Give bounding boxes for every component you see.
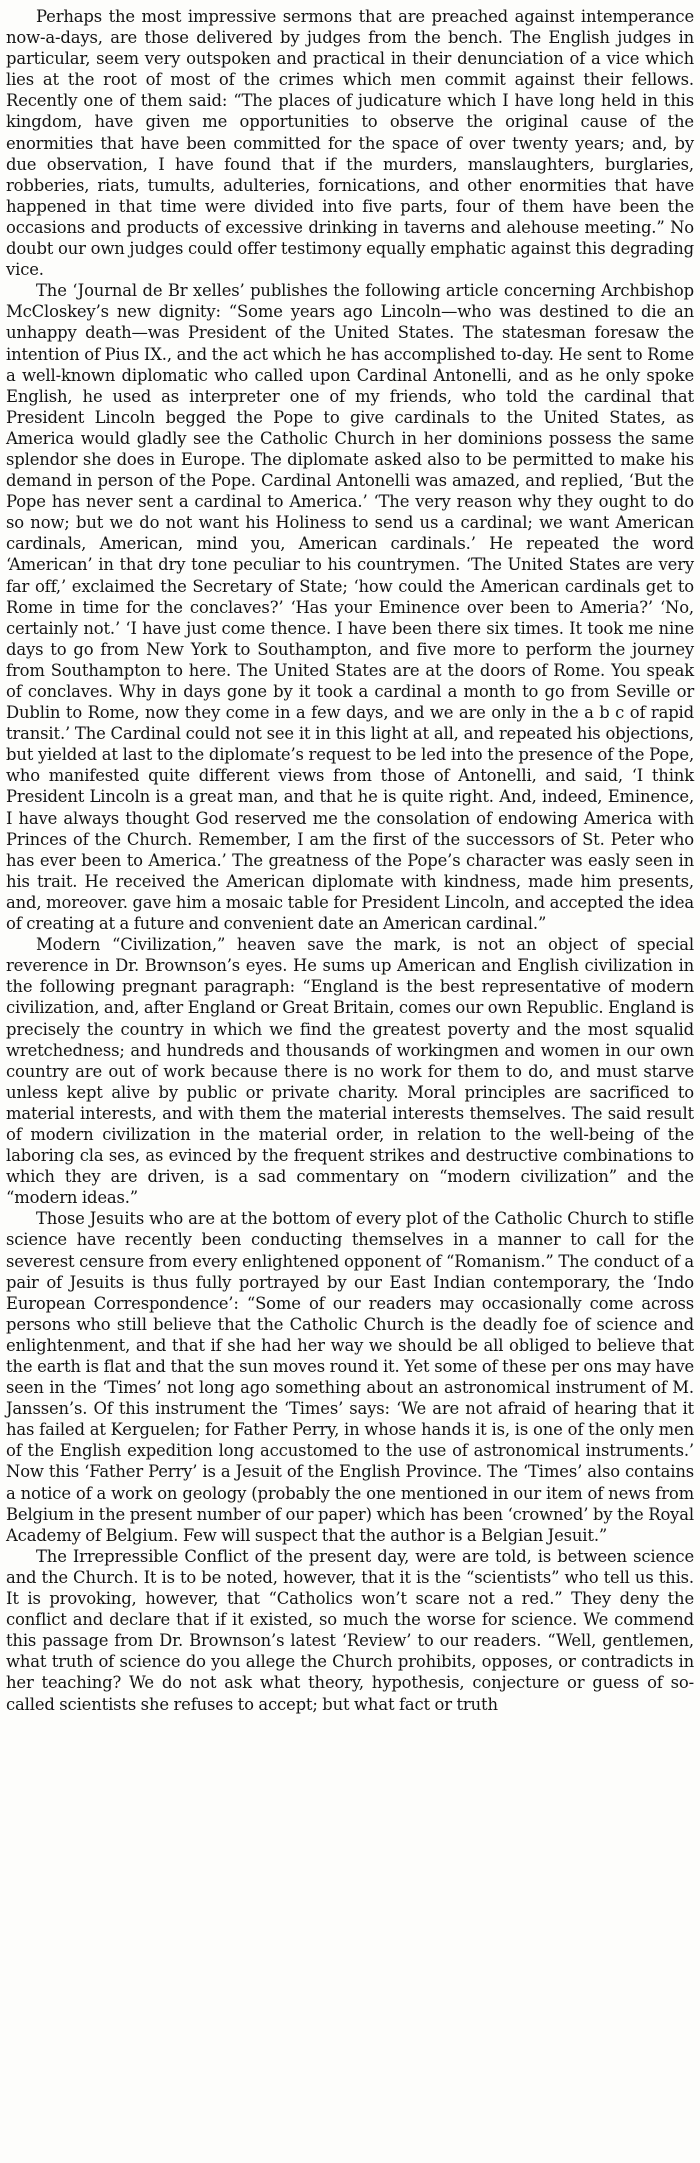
paragraph-jesuits-science: Those Jesuits who are at the bottom of every plot of the Catholic Church to stifle science have recently been conducting themselves in a manner to call for the severest censure from every enlightened opponent of “Romanism.” The conduct of a pair of Jesuits is thus fully portrayed by our East Indian contemporary, the ‘Indo European Correspondence’: “Some of our readers may occasionally come across persons who still believe that the Catholic Church is the deadly foe of science and enlightenment, and that if she had her way we should be all obliged to believe that the earth is flat and that the sun moves round it. Yet some of these per ons may have seen in the ‘Times’ not long ago something about an astronomical instrument of M. Janssen’s. Of this instrument the ‘Times’ says: ‘We are not afraid of hearing that it has failed at Kerguelen; for Father Perry, in whose hands it is, is one of the only men of the English expedition long accustomed to the use of astronomical instruments.’ Now this ‘Father Perry’ is a Jesuit of the English Province. The ‘Times’ also contains a notice of a work on geology (probably the one mentioned in our item of news from Belgium in the present number of our paper) which has been ‘crowned’ by the Royal Academy of Belgium. Few will suspect that the author is a Belgian Jesuit.” [6,1209,694,1545]
paragraph-american-cardinal: The ‘Journal de Br xelles’ publishes the following article concerning Archbishop McCloskey’s new dignity: “Some years ago Lincoln—who was destined to die an unhappy death—was President of the United States. The statesman foresaw the intention of Pius IX., and the act which he has accomplished to-day. He sent to Rome a well-known diplomatic who called upon Cardinal Antonelli, and as he only spoke English, he used as interpreter one of my friends, who told the cardinal that President Lincoln begged the Pope to give cardinals to the United States, as America would gladly see the Catholic Church in her dominions possess the same splendor she does in Europe. The diplomate asked also to be permitted to make his demand in person of the Pope. Cardinal Antonelli was amazed, and replied, ‘But the Pope has never sent a cardinal to America.’ ‘The very reason why they ought to do so now; but we do not want his Holiness to send us a cardinal; we want American cardinals, American, mind you, American cardinals.’ He repeated the word ‘American’ in that dry tone peculiar to his countrymen. ‘The United States are very far off,’ exclaimed the Secretary of State; ‘how could the American cardinals get to Rome in time for the conclaves?’ ‘Has your Eminence over been to Ameria?’ ‘No, certainly not.’ ‘I have just come thence. I have been there six times. It took me nine days to go from New York to Southampton, and five more to perform the journey from Southampton to here. The United States are at the doors of Rome. You speak of conclaves. Why in days gone by it took a cardinal a month to go from Seville or Dublin to Rome, now they come in a few days, and we are only in the a b c of rapid transit.’ The Cardinal could not see it in this light at all, and repeated his objections, but yielded at last to the diplomate’s request to be led into the presence of the Pope, who manifested quite different views from those of Antonelli, and said, ‘I think President Lincoln is a great man, and that he is quite right. And, indeed, Eminence, I have always thought God reserved me the consolation of endowing America with Princes of the Church. Remember, I am the first of the successors of St. Peter who has ever been to America.’ The greatness of the Pope’s character was easly seen in his trait. He received the American diplomate with kindness, made him presents, and, moreover. gave him a mosaic table for President Lincoln, and accepted the idea of creating at a future and convenient date an American cardinal.” [6,281,694,934]
article-column [6,6,694,1715]
paragraph-modern-civilization: Modern “Civilization,” heaven save the mark, is not an object of special reverence in Dr. Brownson’s eyes. He sums up American and English civilization in the following pregnant paragraph: “England is the best representative of modern civilization, and, after England or Great Britain, comes our own Republic. England is precisely the country in which we find the greatest poverty and the most squalid wretchedness; and hundreds and thousands of workingmen and women in our own country are out of work because there is no work for them to do, and must starve unless kept alive by public or private charity. Moral principles are sacrificed to material interests, and with them the material interests themselves. The said result of modern civilization in the material order, in relation to the well-being of the laboring cla ses, as evinced by the frequent strikes and destructive combinations to which they are driven, is a sad commentary on “modern civilization” and the “modern ideas.” [6,935,694,1208]
paragraph-irrepressible-conflict: The Irrepressible Conflict of the present day, were are told, is between science and the Church. It is to be noted, however, that it is the “scientists” who tell us this. It is provoking, however, that “Catholics won’t scare not a red.” They deny the conflict and declare that if it existed, so much the worse for science. We commend this passage from Dr. Brownson’s latest ‘Review’ to our readers. “Well, gentlemen, what truth of science do you allege the Church prohibits, opposes, or contradicts in her teaching? We do not ask what theory, hypothesis, conjecture or guess of so-called scientists she refuses to accept; but what fact or truth [6,1546,694,1714]
paragraph-intemperance: Perhaps the most impressive sermons that are preached against intemperance now-a-days, are those delivered by judges from the bench. The English judges in particular, seem very outspoken and practical in their denunciation of a vice which lies at the root of most of the crimes which men commit against their fellows. Recently one of them said: “The places of judicature which I have long held in this kingdom, have given me opportunities to observe the original cause of the enormities that have been committed for the space of over twenty years; and, by due observation, I have found that if the murders, manslaughters, burglaries, robberies, riats, tumults, adulteries, fornications, and other enormities that have happened in that time were divided into five parts, four of them have been the occasions and products of excessive drinking in taverns and alehouse meeting.” No doubt our own judges could offer testimony equally emphatic against this degrading vice. [6,7,694,280]
